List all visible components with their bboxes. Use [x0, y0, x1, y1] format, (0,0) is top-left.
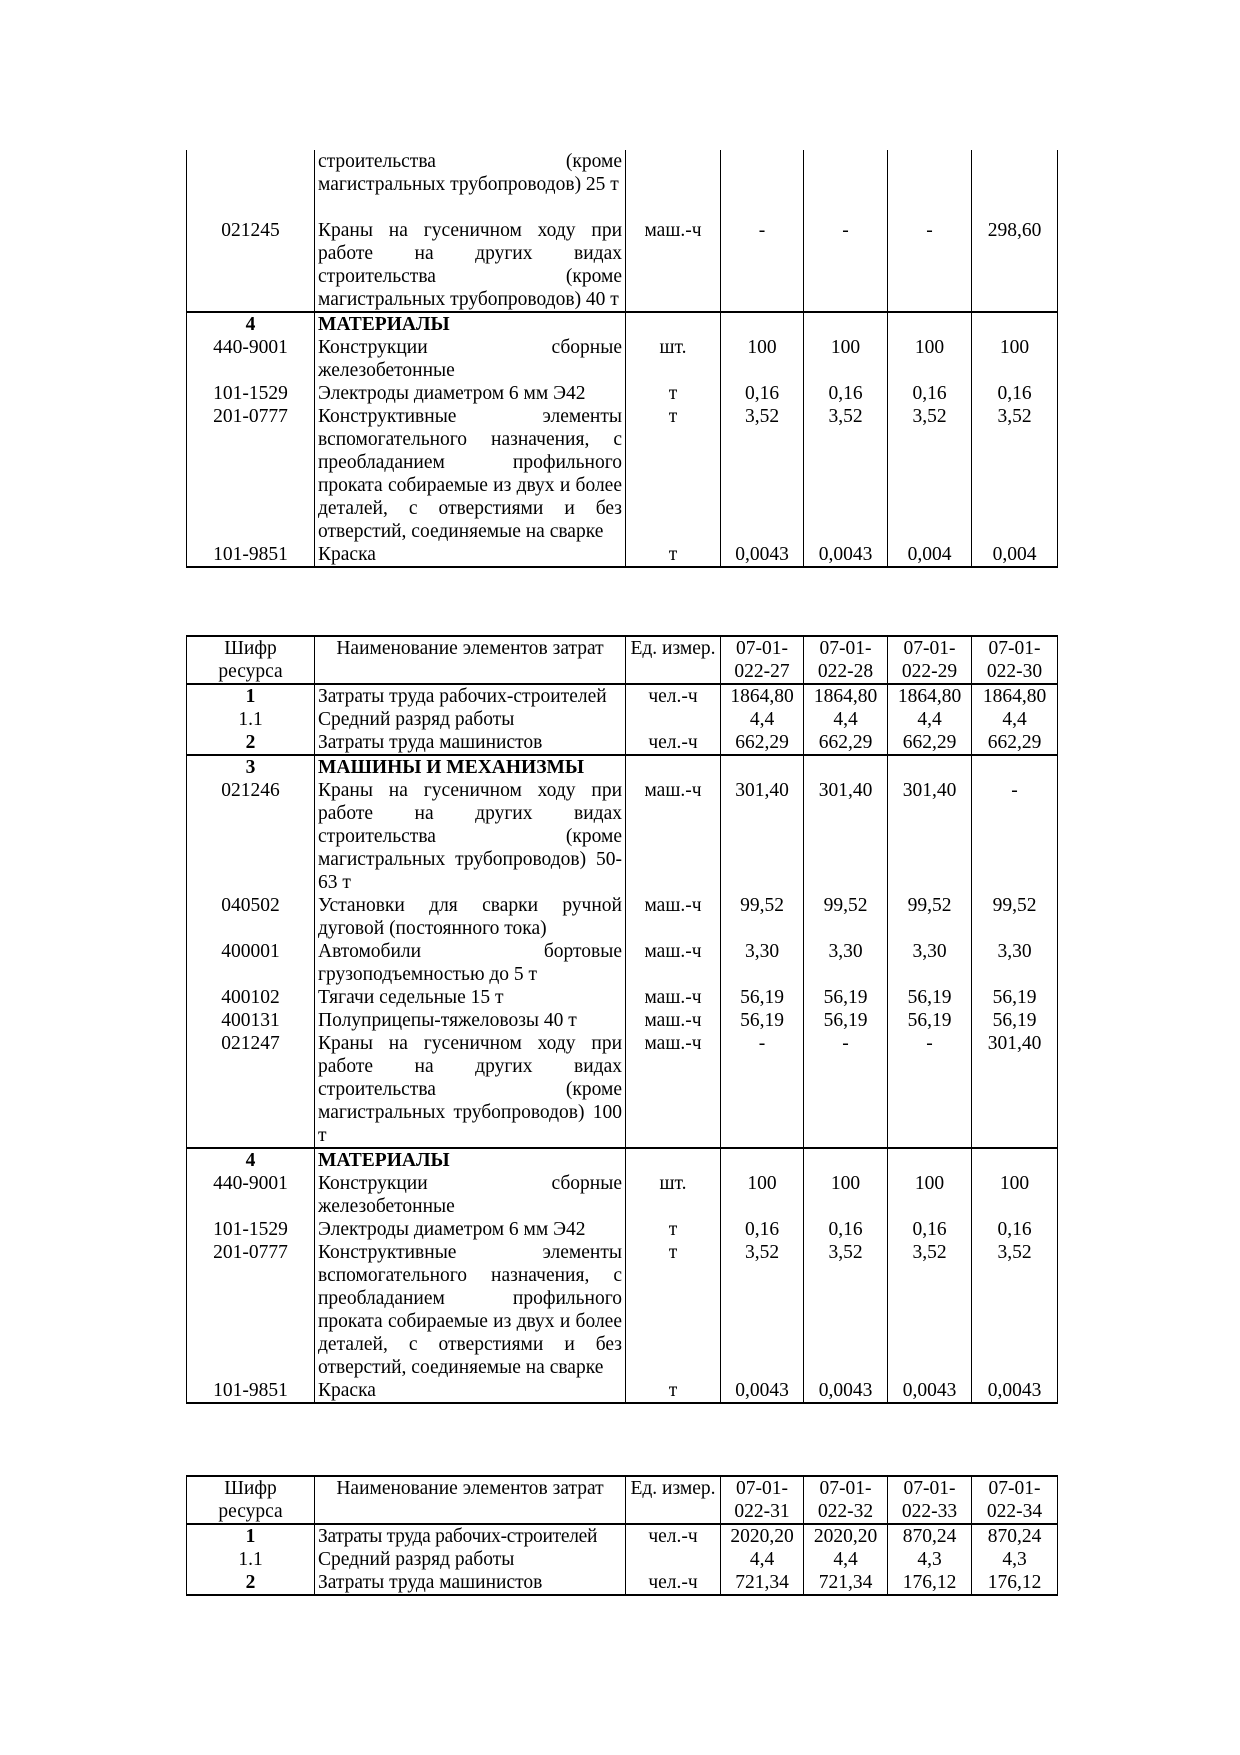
value: -: [804, 1032, 888, 1148]
unit: маш.-ч: [626, 894, 721, 940]
resource-code: 021245: [187, 219, 315, 312]
value: 721,34: [721, 1571, 804, 1595]
header-column: 07-01-022-28: [804, 636, 888, 684]
value: 99,52: [721, 894, 804, 940]
cost-element-name: Автомобили бортовые грузоподъемностью до 5 т: [315, 940, 626, 986]
cost-element-name: Краны на гусеничном ходу при работе на других видах строительства (кроме магистральных трубопроводов) 50-63 т: [315, 779, 626, 894]
table-row: [187, 708, 1058, 731]
table-row: [187, 1548, 1058, 1571]
value: 662,29: [972, 731, 1058, 755]
resource-table-3: [186, 1475, 1058, 1596]
value: 56,19: [972, 986, 1058, 1009]
cost-element-name: Краска: [315, 1379, 626, 1403]
unit: шт.: [626, 336, 721, 382]
section-code: 4: [187, 312, 315, 336]
header-unit: Ед. измер.: [626, 636, 721, 684]
value: -: [721, 219, 804, 312]
value: 662,29: [888, 731, 972, 755]
table-row: [187, 1172, 1058, 1218]
cost-element-name: Краны на гусеничном ходу при работе на других видах строительства (кроме магистральных трубопроводов) 40 т: [315, 219, 626, 312]
cost-element-name: Тягачи седельные 15 т: [315, 986, 626, 1009]
table-row: [187, 336, 1058, 382]
value: 56,19: [888, 986, 972, 1009]
value: 56,19: [888, 1009, 972, 1032]
value: 0,16: [888, 1218, 972, 1241]
section-title: МАТЕРИАЛЫ: [315, 1148, 626, 1172]
value: 176,12: [888, 1571, 972, 1595]
table-row: [187, 1009, 1058, 1032]
table-row: [187, 1524, 1058, 1548]
value: 3,52: [804, 405, 888, 543]
unit: т: [626, 382, 721, 405]
resource-table-2: [186, 635, 1058, 1404]
value: 4,4: [888, 708, 972, 731]
header-column: 07-01-022-32: [804, 1476, 888, 1524]
unit: маш.-ч: [626, 1009, 721, 1032]
resource-code: 201-0777: [187, 1241, 315, 1379]
value: 4,4: [721, 708, 804, 731]
resource-table-1: [186, 150, 1058, 568]
value: 100: [888, 336, 972, 382]
cost-element-name: Электроды диаметром 6 мм Э42: [315, 1218, 626, 1241]
value: 301,40: [804, 779, 888, 894]
value: 0,0043: [721, 543, 804, 567]
value: 3,52: [972, 405, 1058, 543]
cost-element-name: Затраты труда машинистов: [315, 1571, 626, 1595]
value: 0,16: [804, 382, 888, 405]
value: 99,52: [972, 894, 1058, 940]
table-row: [187, 219, 1058, 312]
resource-code: 201-0777: [187, 405, 315, 543]
unit: т: [626, 543, 721, 567]
table-header-row: [187, 1476, 1058, 1524]
value: 0,16: [721, 382, 804, 405]
value: [888, 150, 972, 219]
unit: [626, 150, 721, 219]
header-name: Наименование элементов затрат: [315, 636, 626, 684]
value: 4,4: [804, 1548, 888, 1571]
table-row: [187, 684, 1058, 708]
table-row: [187, 1571, 1058, 1595]
resource-code: 1: [187, 684, 315, 708]
table-row: [187, 543, 1058, 567]
unit: маш.-ч: [626, 986, 721, 1009]
table-row: [187, 1379, 1058, 1403]
value: 0,16: [972, 1218, 1058, 1241]
cost-element-name: Средний разряд работы: [315, 708, 626, 731]
header-column: 07-01-022-29: [888, 636, 972, 684]
unit: т: [626, 1218, 721, 1241]
value: 0,16: [972, 382, 1058, 405]
value: 0,16: [721, 1218, 804, 1241]
resource-code: 1: [187, 1524, 315, 1548]
header-column: 07-01-022-34: [972, 1476, 1058, 1524]
value: 4,3: [888, 1548, 972, 1571]
table-row: [187, 894, 1058, 940]
value: 100: [888, 1172, 972, 1218]
value: -: [721, 1032, 804, 1148]
header-column: 07-01-022-31: [721, 1476, 804, 1524]
table-row: [187, 1032, 1058, 1148]
table-row: [187, 405, 1058, 543]
section-header-row: [187, 755, 1058, 779]
value: 0,0043: [721, 1379, 804, 1403]
value: 56,19: [721, 986, 804, 1009]
table-row: [187, 940, 1058, 986]
value: 99,52: [888, 894, 972, 940]
unit: маш.-ч: [626, 779, 721, 894]
unit: маш.-ч: [626, 1032, 721, 1148]
header-column: 07-01-022-30: [972, 636, 1058, 684]
unit: чел.-ч: [626, 1571, 721, 1595]
value: 176,12: [972, 1571, 1058, 1595]
resource-code: 1.1: [187, 1548, 315, 1571]
resource-code: 040502: [187, 894, 315, 940]
cost-element-name: Средний разряд работы: [315, 1548, 626, 1571]
value: 3,52: [721, 405, 804, 543]
cost-element-name: Конструктивные элементы вспомогательного назначения, с преобладанием профильного проката собираемые из двух и более деталей, с отверстиями и без отверстий, соединяемые на сварке: [315, 405, 626, 543]
table-row: [187, 1218, 1058, 1241]
resource-code: 1.1: [187, 708, 315, 731]
value: 0,004: [888, 543, 972, 567]
cost-element-name: Полуприцепы-тяжеловозы 40 т: [315, 1009, 626, 1032]
value: 3,52: [972, 1241, 1058, 1379]
section-header-row: [187, 312, 1058, 336]
resource-code: 400001: [187, 940, 315, 986]
value: [804, 150, 888, 219]
section-code: 3: [187, 755, 315, 779]
value: 56,19: [721, 1009, 804, 1032]
value: 3,52: [888, 405, 972, 543]
header-column: 07-01-022-33: [888, 1476, 972, 1524]
value: 56,19: [804, 1009, 888, 1032]
value: 99,52: [804, 894, 888, 940]
resource-code: 101-1529: [187, 382, 315, 405]
cost-element-name: строительства (кроме магистральных трубопроводов) 25 т: [315, 150, 626, 219]
resource-code: [187, 150, 315, 219]
unit: чел.-ч: [626, 684, 721, 708]
value: 2020,20: [721, 1524, 804, 1548]
unit: шт.: [626, 1172, 721, 1218]
value: -: [804, 219, 888, 312]
value: 0,0043: [888, 1379, 972, 1403]
unit: т: [626, 405, 721, 543]
resource-code: 101-9851: [187, 1379, 315, 1403]
table-row: [187, 986, 1058, 1009]
cost-element-name: Конструктивные элементы вспомогательного назначения, с преобладанием профильного проката собираемые из двух и более деталей, с отверстиями и без отверстий, соединяемые на сварке: [315, 1241, 626, 1379]
header-code: Шифр ресурса: [187, 1476, 315, 1524]
value: 1864,80: [721, 684, 804, 708]
value: -: [972, 779, 1058, 894]
value: -: [888, 219, 972, 312]
value: 4,4: [721, 1548, 804, 1571]
value: 100: [972, 336, 1058, 382]
value: 100: [804, 1172, 888, 1218]
value: 0,004: [972, 543, 1058, 567]
resource-code: 101-9851: [187, 543, 315, 567]
value: 0,0043: [972, 1379, 1058, 1403]
resource-code: 400131: [187, 1009, 315, 1032]
unit: [626, 1548, 721, 1571]
unit: чел.-ч: [626, 731, 721, 755]
value: 1864,80: [972, 684, 1058, 708]
value: 4,4: [804, 708, 888, 731]
value: 721,34: [804, 1571, 888, 1595]
resource-code: 440-9001: [187, 336, 315, 382]
value: 2020,20: [804, 1524, 888, 1548]
resource-code: 021246: [187, 779, 315, 894]
value: 4,3: [972, 1548, 1058, 1571]
value: 100: [972, 1172, 1058, 1218]
cost-element-name: Краны на гусеничном ходу при работе на других видах строительства (кроме магистральных трубопроводов) 100 т: [315, 1032, 626, 1148]
header-code: Шифр ресурса: [187, 636, 315, 684]
resource-code: 2: [187, 1571, 315, 1595]
value: 301,40: [972, 1032, 1058, 1148]
value: 0,0043: [804, 1379, 888, 1403]
cost-element-name: Электроды диаметром 6 мм Э42: [315, 382, 626, 405]
unit: т: [626, 1241, 721, 1379]
header-name: Наименование элементов затрат: [315, 1476, 626, 1524]
cost-element-name: Затраты труда машинистов: [315, 731, 626, 755]
value: -: [888, 1032, 972, 1148]
value: 870,24: [888, 1524, 972, 1548]
cost-element-name: Затраты труда рабочих-строителей: [315, 1524, 626, 1548]
value: 662,29: [721, 731, 804, 755]
header-unit: Ед. измер.: [626, 1476, 721, 1524]
unit: маш.-ч: [626, 940, 721, 986]
unit: т: [626, 1379, 721, 1403]
table-row: [187, 779, 1058, 894]
table-row: [187, 150, 1058, 219]
value: 3,30: [721, 940, 804, 986]
cost-element-name: Затраты труда рабочих-строителей: [315, 684, 626, 708]
value: [721, 150, 804, 219]
value: 3,52: [888, 1241, 972, 1379]
cost-element-name: Конструкции сборные железобетонные: [315, 1172, 626, 1218]
unit: чел.-ч: [626, 1524, 721, 1548]
cost-element-name: Установки для сварки ручной дуговой (постоянного тока): [315, 894, 626, 940]
value: [972, 150, 1058, 219]
section-header-row: [187, 1148, 1058, 1172]
cost-element-name: Краска: [315, 543, 626, 567]
value: 662,29: [804, 731, 888, 755]
table-row: [187, 1241, 1058, 1379]
value: 4,4: [972, 708, 1058, 731]
value: 0,16: [804, 1218, 888, 1241]
table-row: [187, 382, 1058, 405]
value: 3,30: [888, 940, 972, 986]
value: 3,52: [721, 1241, 804, 1379]
value: 3,30: [972, 940, 1058, 986]
value: 100: [804, 336, 888, 382]
resource-code: 400102: [187, 986, 315, 1009]
table-row: [187, 731, 1058, 755]
cost-element-name: Конструкции сборные железобетонные: [315, 336, 626, 382]
value: 3,52: [804, 1241, 888, 1379]
value: 1864,80: [804, 684, 888, 708]
value: 1864,80: [888, 684, 972, 708]
value: 56,19: [972, 1009, 1058, 1032]
section-title: МАШИНЫ И МЕХАНИЗМЫ: [315, 755, 626, 779]
section-title: МАТЕРИАЛЫ: [315, 312, 626, 336]
table-header-row: [187, 636, 1058, 684]
section-code: 4: [187, 1148, 315, 1172]
value: 100: [721, 336, 804, 382]
value: 870,24: [972, 1524, 1058, 1548]
header-column: 07-01-022-27: [721, 636, 804, 684]
value: 301,40: [888, 779, 972, 894]
value: 301,40: [721, 779, 804, 894]
value: 100: [721, 1172, 804, 1218]
value: 298,60: [972, 219, 1058, 312]
value: 56,19: [804, 986, 888, 1009]
value: 0,0043: [804, 543, 888, 567]
value: 0,16: [888, 382, 972, 405]
resource-code: 2: [187, 731, 315, 755]
unit: маш.-ч: [626, 219, 721, 312]
value: 3,30: [804, 940, 888, 986]
resource-code: 101-1529: [187, 1218, 315, 1241]
resource-code: 440-9001: [187, 1172, 315, 1218]
unit: [626, 708, 721, 731]
resource-code: 021247: [187, 1032, 315, 1148]
